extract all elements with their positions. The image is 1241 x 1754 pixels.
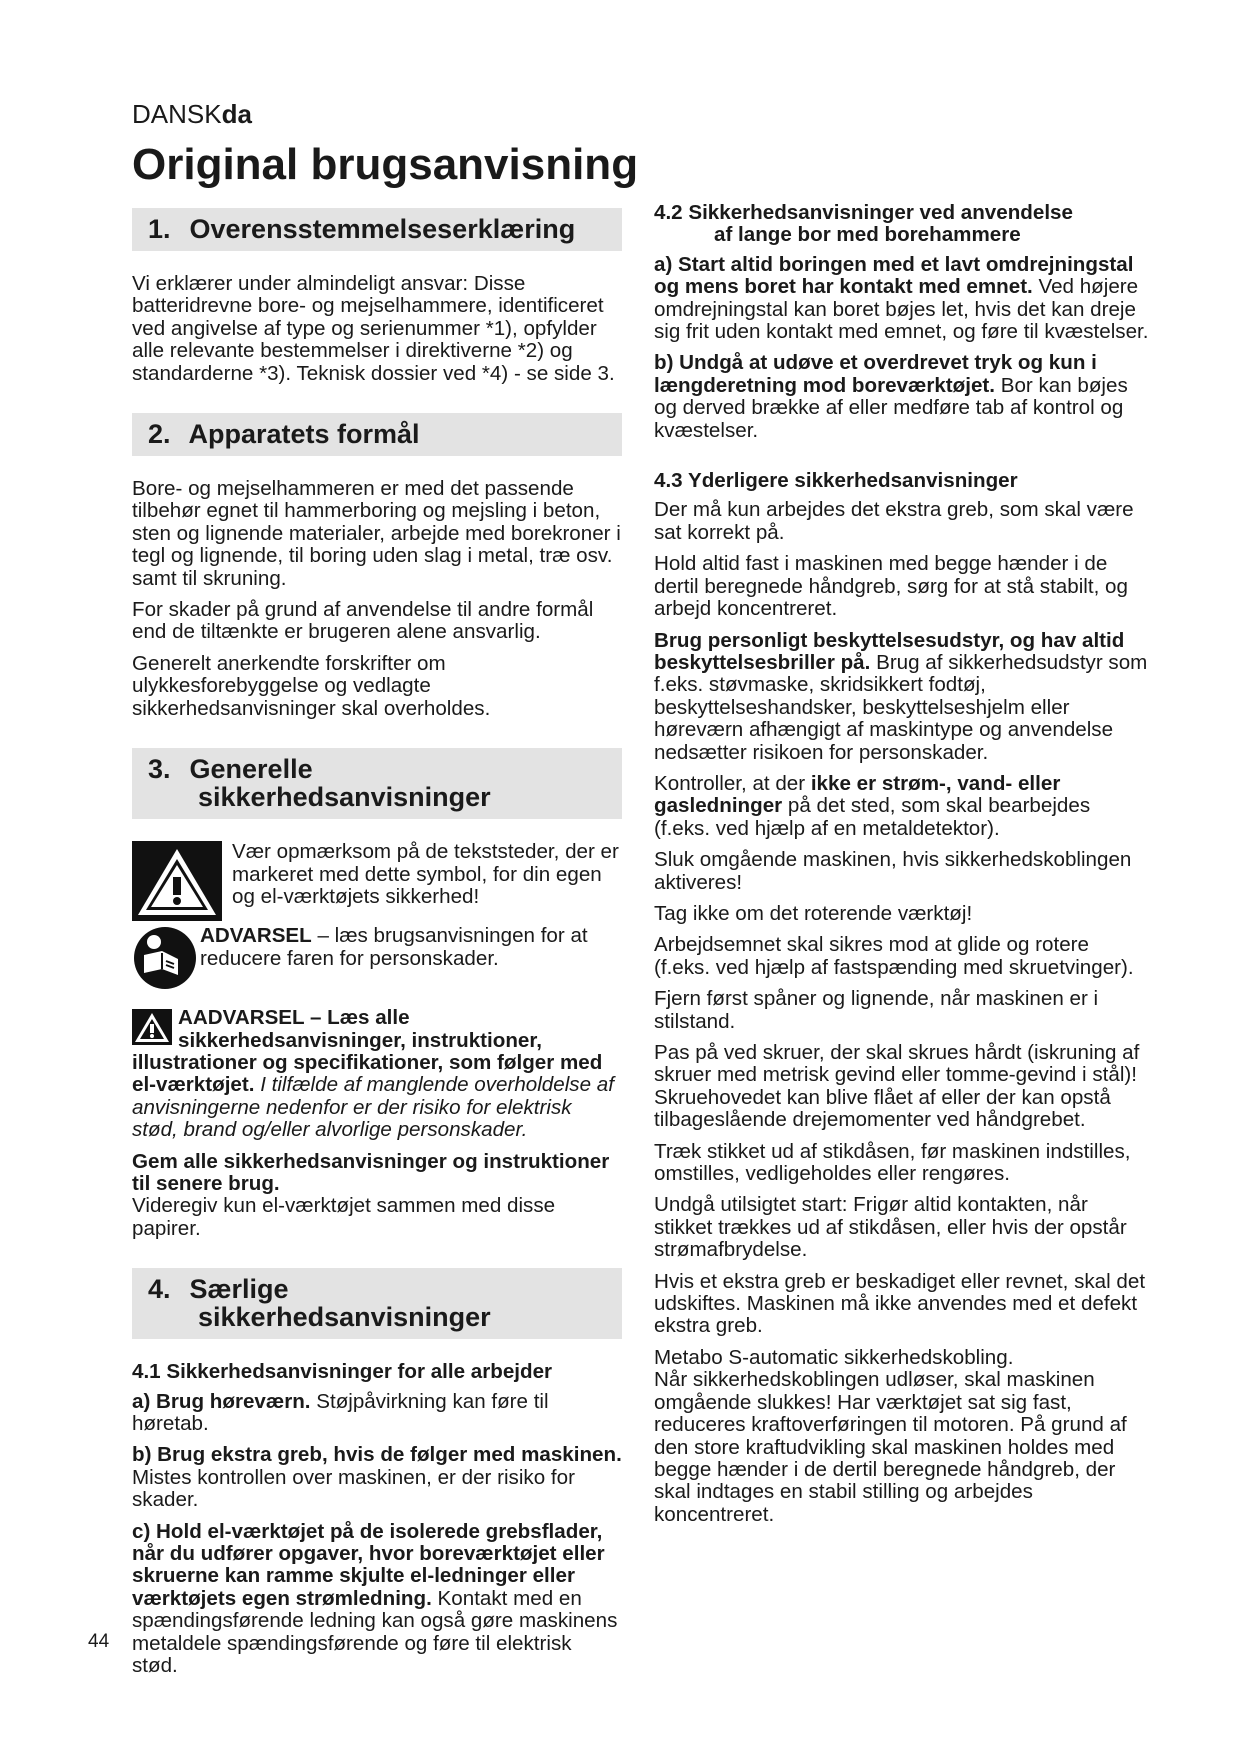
- extra-rule-7: Arbejdsemnet skal sikres mod at glide og rotere (f.eks. ved hjælp af fastspænding med skruetvinger).: [654, 933, 1134, 979]
- extra-rule-11: Undgå utilsigtet start: Frigør altid kontakten, når stikket trækkes ud af stikdåsen, eller hvis der opstår strømafbrydelse.: [654, 1193, 1127, 1262]
- extra-rule-6: Tag ikke om det roterende værktøj!: [654, 901, 973, 925]
- purpose-text-3: Generelt anerkendte forskrifter om ulykkesforebyggelse og vedlagte sikkerhedsanvisninger skal overholdes.: [132, 651, 491, 720]
- keep-instructions-bold: Gem alle sikkerhedsanvisninger og instruktioner til senere brug.: [132, 1149, 610, 1195]
- subsection-4-1: 4.1 Sikkerhedsanvisninger for alle arbejder: [132, 1360, 553, 1384]
- declaration-text: Vi erklærer under almindeligt ansvar: Disse batteridrevne bore- og mejselhammere, identificeret ved angivelse af type og serienummer *1), opfylder alle relevante bestemmelser i direktiverne *2) og standarderne *3). Teknisk dossier ved *4) - se side 3.: [132, 272, 615, 385]
- page-number: 44: [88, 1631, 110, 1652]
- right-column: [654, 202, 1149, 1535]
- aadvarsel-paragraph: AADVARSEL – Læs alle sikkerhedsanvisninger, instruktioner, illustrationer og specifikationer, som følger med el-værktøjet. I tilfælde af manglende overholdelse af anvisningerne nedenfor er der risiko for elektrisk stød, brand og/eller alvorlige personskader.: [132, 1006, 614, 1142]
- extra-rule-4: Kontroller, at der ikke er strøm-, vand- eller gasledninger på det sted, som skal bearbejdes (f.eks. ved hjælp af en metaldetektor).: [654, 771, 1091, 840]
- subsection-4-2: 4.2 Sikkerhedsanvisninger ved anvendelse af lange bor med borehammere: [654, 201, 1073, 247]
- extra-rule-5: Sluk omgående maskinen, hvis sikkerhedskoblingen aktiveres!: [654, 848, 1132, 894]
- left-column: [132, 208, 622, 1686]
- purpose-text-1: Bore- og mejselhammeren er med det passende tilbehør egnet til hammerboring og mejsling i beton, sten og lignende materialer, arbejde med borekroner i tegl og lignende, til boring uden slag i metal, træ osv. samt til skruning.: [132, 477, 621, 590]
- section-heading-4: 4. Særlige sikkerhedsanvisninger: [132, 1268, 622, 1339]
- rule-a: a) Brug høreværn. Støjpåvirkning kan føre til høretab.: [132, 1389, 549, 1435]
- subsection-4-3: 4.3 Yderligere sikkerhedsanvisninger: [654, 469, 1018, 493]
- language-header: DANSKda: [132, 99, 252, 129]
- rule-4-2-a: a) Start altid boringen med et lavt omdrejningstal og mens boret har kontakt med emnet. Ved højere omdrejningstal kan boret bøjes let, hvis det kan dreje sig frit uden kontakt med emnet, og føre til kvæstelser.: [654, 252, 1149, 344]
- warning-symbol-text: Vær opmærksom på de tekststeder, der er markeret med dette symbol, for din egen og el-værktøjets sikkerhed!: [232, 840, 619, 908]
- extra-rule-9: Pas på ved skruer, der skal skrues hårdt (iskruning af skruer med metrisk gevind eller tomme-gevind i stål)! Skruehovedet kan blive flået af eller der kan opstå tilbageslående drejemomenter ved håndgrebet.: [654, 1041, 1140, 1132]
- extra-rule-1: Der må kun arbejdes det ekstra greb, som skal være sat korrekt på.: [654, 498, 1134, 544]
- rule-c: c) Hold el-værktøjet på de isolerede grebsflader, når du udfører opgaver, hvor boreværktøjet eller skruerne kan ramme skjulte el-ledninger eller værktøjets egen strømledning. Kontakt med en spændingsførende ledning kan også gøre maskinens metaldele spændingsførende og føre til elektrisk stød.: [132, 1519, 618, 1678]
- read-manual-icon: [132, 925, 198, 991]
- purpose-text-2: For skader på grund af anvendelse til andre formål end de tiltænkte er brugeren alene ansvarlig.: [132, 598, 594, 644]
- extra-rule-13-text: Når sikkerhedskoblingen udløser, skal maskinen omgående slukkes! Har værktøjet sat sig fast, reduceres kraftoverføringen til motoren. På grund af den store kraftudvikling skal maskinen holdes med begge hænder i de dertil beregnede håndgreb, der skal indtages en stabil stilling og arbejdes koncentreret.: [654, 1368, 1127, 1526]
- extra-rule-2: Hold altid fast i maskinen med begge hænder i de dertil beregnede håndgreb, sørg for at stå stabilt, og arbejd koncentreret.: [654, 552, 1128, 621]
- extra-rule-3: Brug personligt beskyttelsesudstyr, og hav altid beskyttelsesbriller på. Brug af sikkerhedsudstyr som f.eks. støvmaske, skridsikkert fodtøj, beskyttelseshandsker, beskyttelseshjelm eller høreværn afhængigt af maskintype og anvendelse nedsætter risikoen for personskader.: [654, 628, 1148, 764]
- warning-triangle-icon: [132, 841, 222, 921]
- section-heading-3: 3. Generelle sikkerhedsanvisninger: [132, 748, 622, 819]
- warning-symbol-row: [132, 841, 622, 921]
- keep-instructions-text: Videregiv kun el-værktøjet sammen med disse papirer.: [132, 1194, 556, 1240]
- extra-rule-10: Træk stikket ud af stikdåsen, før maskinen indstilles, omstilles, vedligeholdes eller rengøres.: [654, 1139, 1131, 1186]
- rule-b: b) Brug ekstra greb, hvis de følger med maskinen. Mistes kontrollen over maskinen, er der risiko for skader.: [132, 1443, 622, 1512]
- section-heading-2: 2. Apparatets formål: [132, 413, 622, 456]
- document-title: Original brugsanvisning: [132, 140, 639, 189]
- small-warning-icon: [132, 1009, 172, 1045]
- extra-rule-13-title: Metabo S-automatic sikkerhedskobling.: [654, 1345, 1014, 1369]
- section-heading-1: 1. Overensstemmelseserklæring: [132, 208, 622, 251]
- extra-rule-8: Fjern først spåner og lignende, når maskinen er i stilstand.: [654, 987, 1099, 1033]
- extra-rule-12: Hvis et ekstra greb er beskadiget eller revnet, skal det udskiftes. Maskinen må ikke anvendes med et defekt ekstra greb.: [654, 1269, 1146, 1338]
- read-manual-row: [132, 925, 622, 991]
- advarsel-text: ADVARSEL – læs brugsanvisningen for at reducere faren for personskader.: [200, 924, 588, 970]
- rule-4-2-b: b) Undgå at udøve et overdrevet tryk og kun i længderetning mod boreværktøjet. Bor kan bøjes og derved brække af eller medføre tab af kontrol og kvæstelser.: [654, 351, 1128, 442]
